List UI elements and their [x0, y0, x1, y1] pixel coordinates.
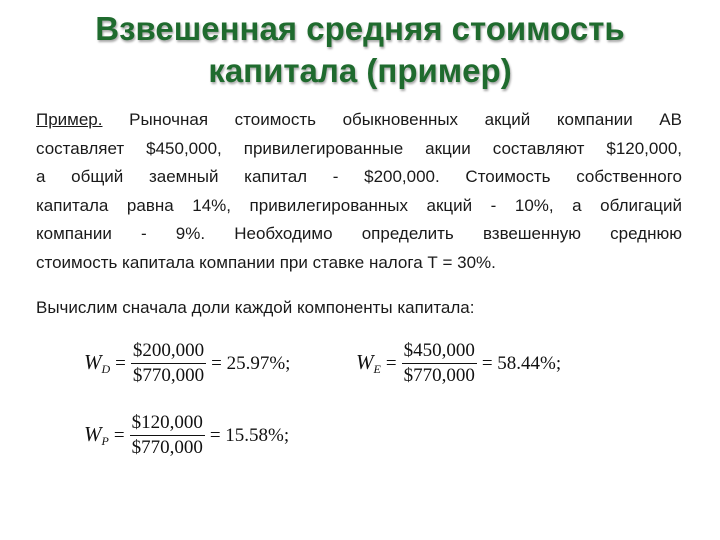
paragraph-line-3: а общий заемный капитал - $200,000. Стоимость собственного	[36, 167, 682, 186]
formula-we	[356, 340, 561, 387]
paragraph-line-6: стоимость капитала компании при ставке налога Т = 30%.	[36, 252, 496, 272]
formula-wp-fraction	[130, 412, 205, 459]
formula-we-denominator: $770,000	[403, 365, 475, 386]
formula-wd-fraction	[131, 340, 206, 387]
formula-wp	[84, 412, 289, 459]
paragraph-line-4: капитала равна 14%, привилегированных акций - 10%, а облигаций	[36, 195, 682, 215]
paragraph-line-2: составляет $450,000, привилегированные акции составляют $120,000,	[36, 138, 682, 158]
equals-sign: =	[115, 352, 126, 374]
paragraph-line-1-text: Рыночная стоимость обыкновенных акций компании АВ	[102, 110, 682, 129]
formula-we-result: = 58.44%;	[481, 352, 562, 374]
paragraph-line-1	[36, 106, 682, 135]
formula-wp-result: = 15.58%;	[209, 424, 290, 446]
formula-wp-numerator: $120,000	[130, 412, 205, 436]
formula-wd-denominator: $770,000	[132, 365, 205, 386]
intro-text: Вычислим сначала доли каждой компоненты капитала:	[36, 298, 475, 317]
slide-title	[0, 8, 720, 92]
formula-wd-result: = 25.97%;	[211, 352, 291, 374]
formula-wd	[84, 340, 290, 387]
slide-title-line-1: Взвешенная средняя стоимость	[95, 10, 625, 47]
slide-title-line-2: капитала (пример)	[208, 52, 512, 89]
equals-sign: =	[385, 352, 397, 374]
formula-wp-variable: $W_P$	[84, 422, 109, 448]
example-label: Пример.	[36, 110, 103, 129]
formula-wp-denominator: $770,000	[131, 437, 203, 458]
formula-we-fraction	[402, 340, 477, 387]
formula-wd-numerator: $200,000	[131, 340, 206, 364]
formula-we-variable: $W_E$	[356, 350, 381, 376]
paragraph-line-5: компании - 9%. Необходимо определить взвешенную среднюю	[36, 224, 682, 243]
formula-we-numerator: $450,000	[402, 340, 477, 364]
formula-wd-variable: $W_D$	[84, 350, 111, 376]
example-paragraph	[36, 106, 682, 277]
equals-sign: =	[113, 424, 125, 446]
